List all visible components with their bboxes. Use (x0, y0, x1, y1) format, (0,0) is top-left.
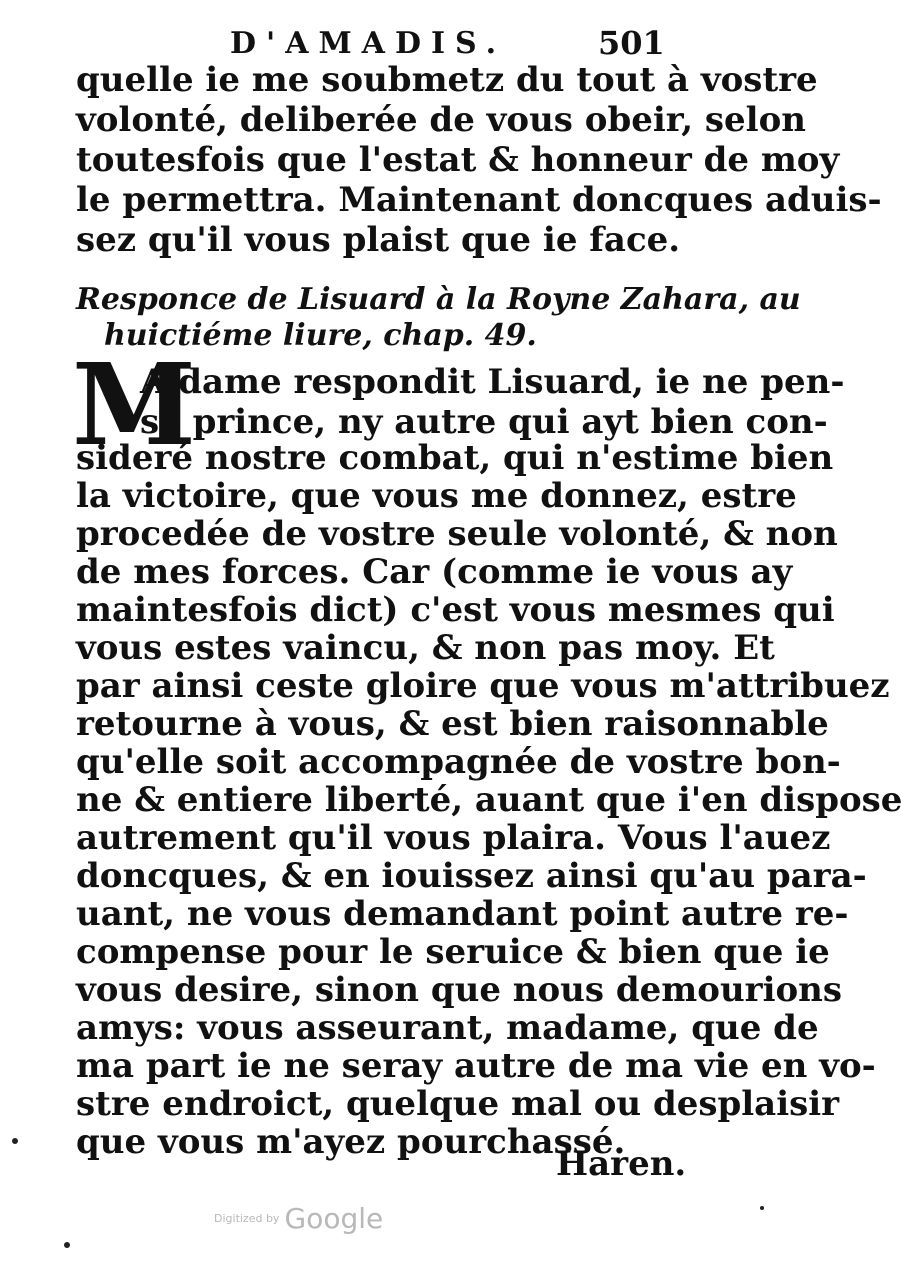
text-line: uant, ne vous demandant point autre re- (76, 894, 849, 934)
digitization-watermark (214, 1202, 383, 1235)
page-number: 501 (598, 24, 665, 62)
catchword: Haren. (556, 1144, 687, 1184)
text-line: A dame respondit Lisuard, ie ne pen- (140, 362, 845, 402)
text-line: doncques, & en iouissez ainsi qu'au para- (76, 856, 867, 896)
text-line: amys: vous asseurant, madame, que de (76, 1008, 819, 1048)
section-heading-line: Responce de Lisuard à la Royne Zahara, au (76, 282, 801, 317)
text-line: autrement qu'il vous plaira. Vous l'auez (76, 818, 831, 858)
text-line: par ainsi ceste gloire que vous m'attribuez (76, 666, 890, 706)
scan-speck (12, 1138, 18, 1144)
text-line: de mes forces. Car (comme ie vous ay (76, 552, 793, 592)
watermark-brand: Google (284, 1202, 384, 1235)
scan-speck (64, 1242, 70, 1248)
text-line: compense pour le seruice & bien que ie (76, 932, 830, 972)
drop-cap: M (72, 340, 196, 471)
text-line: quelle ie me soubmetz du tout à vostre (76, 60, 818, 100)
text-line: sez qu'il vous plaist que ie face. (76, 220, 681, 260)
text-line: qu'elle soit accompagnée de vostre bon- (76, 742, 841, 782)
running-title: D'AMADIS. (230, 26, 507, 61)
text-line: maintesfois dict) c'est vous mesmes qui (76, 590, 835, 630)
text-line: se prince, ny autre qui ayt bien con- (140, 402, 828, 442)
text-line: la victoire, que vous me donnez, estre (76, 476, 797, 516)
watermark-prefix: Digitized by (214, 1212, 280, 1225)
text-line: toutesfois que l'estat & honneur de moy (76, 140, 840, 180)
section-heading-line: huictiéme liure, chap. 49. (104, 318, 537, 353)
text-line: vous estes vaincu, & non pas moy. Et (76, 628, 775, 668)
text-line: vous desire, sinon que nous demourions (76, 970, 843, 1010)
text-line: retourne à vous, & est bien raisonnable (76, 704, 829, 744)
scan-speck (760, 1206, 764, 1210)
text-line: ne & entiere liberté, auant que i'en dispose (76, 780, 902, 820)
text-line: sideré nostre combat, qui n'estime bien (76, 438, 834, 478)
text-line: volonté, deliberée de vous obeir, selon (76, 100, 806, 140)
text-line: le permettra. Maintenant doncques aduis- (76, 180, 882, 220)
text-line: que vous m'ayez pourchassé. (76, 1122, 626, 1162)
text-line: stre endroict, quelque mal ou desplaisir (76, 1084, 840, 1124)
text-line: procedée de vostre seule volonté, & non (76, 514, 838, 554)
text-line: ma part ie ne seray autre de ma vie en vo- (76, 1046, 876, 1086)
